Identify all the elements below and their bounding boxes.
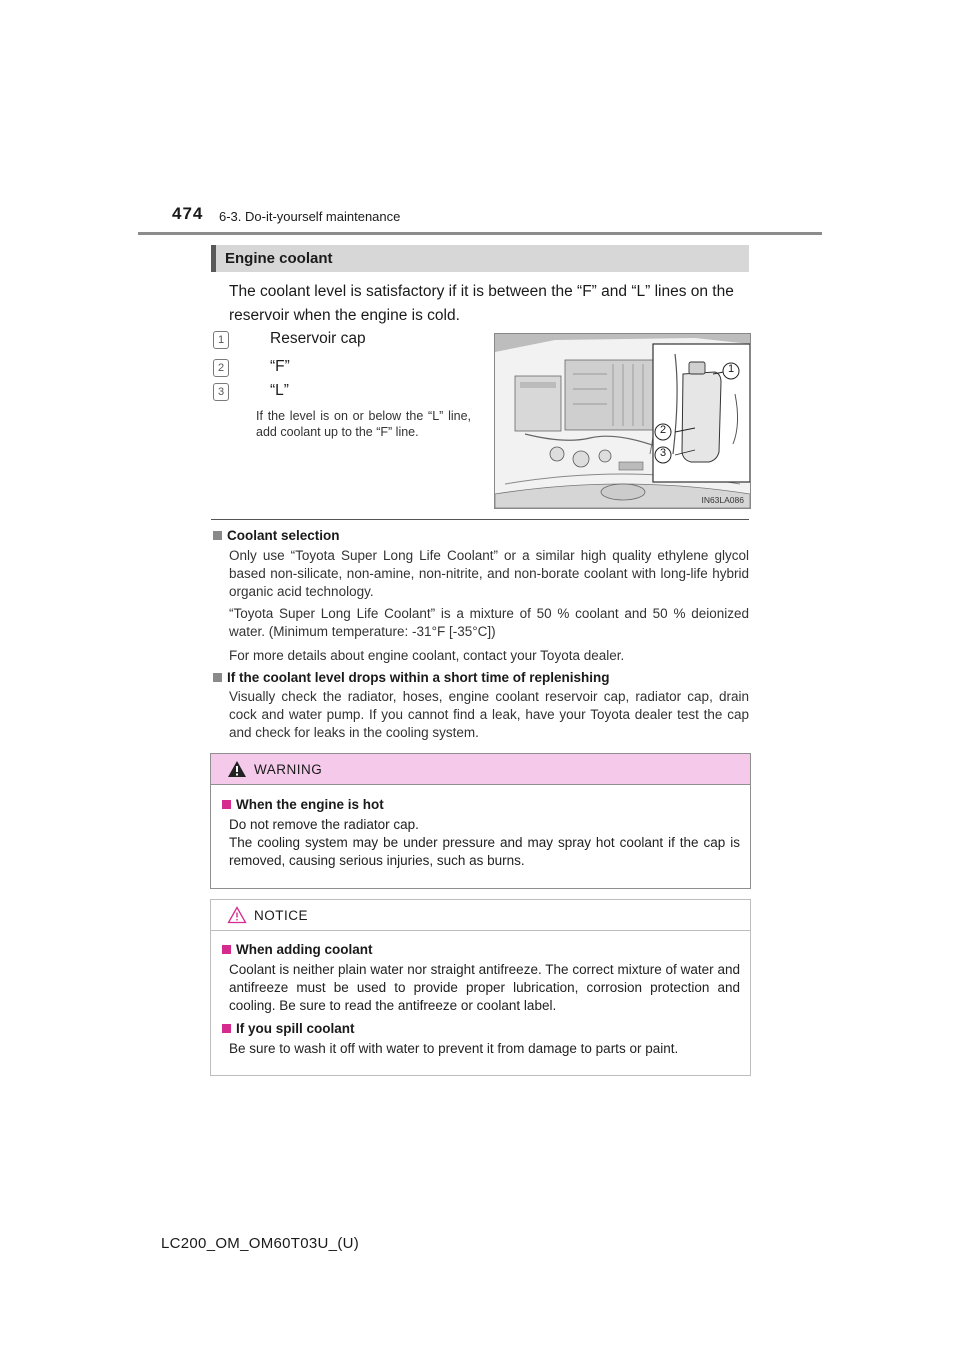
warning-box (210, 753, 751, 889)
engine-bay-figure (494, 333, 751, 509)
notice-box (210, 899, 751, 1076)
heading-accent (211, 245, 216, 272)
subheading-coolant-selection: Coolant selection (213, 528, 340, 543)
subheading-coolant-drops: If the coolant level drops within a short time of replenishing (213, 670, 610, 685)
figure-code: IN63LA086 (701, 495, 744, 505)
warning-heading: When the engine is hot (222, 797, 384, 812)
list-item (213, 382, 483, 404)
notice-header (211, 900, 750, 931)
paragraph: Visually check the radiator, hoses, engine coolant reservoir cap, radiator cap, drain cock and water pump. If you cannot find a leak, have your Toyota dealer test the cap and check for leaks in the cooling system. (229, 689, 749, 740)
section-divider (211, 519, 749, 520)
item-label: “L” (270, 382, 289, 399)
item-number-badge: 2 (213, 359, 229, 377)
figure-callout: 3 (659, 447, 667, 459)
heading-square-icon (213, 531, 222, 540)
figure-callout: 2 (659, 424, 667, 436)
section-heading: Engine coolant (225, 250, 333, 267)
item-number-badge: 1 (213, 331, 229, 349)
heading-square-icon (213, 673, 222, 682)
item-label: Reservoir cap (270, 330, 366, 347)
list-item (213, 330, 483, 352)
warning-header (211, 754, 750, 785)
document-code: LC200_OM_OM60T03U_(U) (161, 1235, 360, 1252)
notice-text: Coolant is neither plain water nor straight antifreeze. The correct mixture of water and antifreeze must be used to provide proper lubrication, corrosion protection and cooling. Be sure to read the antifreeze or coolant label. (229, 962, 740, 1013)
level-note: If the level is on or below the “L” line, add coolant up to the “F” line. (256, 409, 471, 439)
figure-callout: 1 (727, 363, 735, 375)
heading-square-icon (222, 800, 231, 809)
intro-text: The coolant level is satisfactory if it is between the “F” and “L” lines on the reservoir when the engine is cold. (229, 283, 734, 324)
notice-text: Be sure to wash it off with water to prevent it from damage to parts or paint. (229, 1041, 679, 1056)
notice-label: NOTICE (254, 908, 309, 923)
notice-heading: If you spill coolant (222, 1021, 355, 1036)
warning-line: Do not remove the radiator cap. (229, 817, 419, 832)
heading-square-icon (222, 1024, 231, 1033)
heading-square-icon (222, 945, 231, 954)
paragraph: “Toyota Super Long Life Coolant” is a mixture of 50 % coolant and 50 % deionized water. (Minimum temperature: -31°F [-35°C]) (229, 606, 749, 639)
warning-label: WARNING (254, 762, 323, 777)
section-title: 6-3. Do-it-yourself maintenance (219, 209, 401, 224)
notice-heading: When adding coolant (222, 942, 373, 957)
header-divider (138, 232, 822, 235)
paragraph: For more details about engine coolant, contact your Toyota dealer. (229, 648, 625, 663)
paragraph: Only use “Toyota Super Long Life Coolant” or a similar high quality ethylene glycol based non-silicate, non-amine, non-nitrite, and non-borate coolant with long-life hybrid organic acid technology. (229, 548, 749, 599)
list-item (213, 358, 483, 380)
section-heading-bar (211, 245, 749, 272)
warning-line: The cooling system may be under pressure and may spray hot coolant if the cap is removed, causing serious injuries, such as burns. (229, 835, 740, 868)
page-number: 474 (172, 204, 204, 223)
engine-bay-drawing (495, 334, 750, 508)
item-label: “F” (270, 358, 290, 375)
warning-icon (227, 760, 247, 778)
item-number-badge: 3 (213, 383, 229, 401)
caution-icon (227, 906, 247, 924)
